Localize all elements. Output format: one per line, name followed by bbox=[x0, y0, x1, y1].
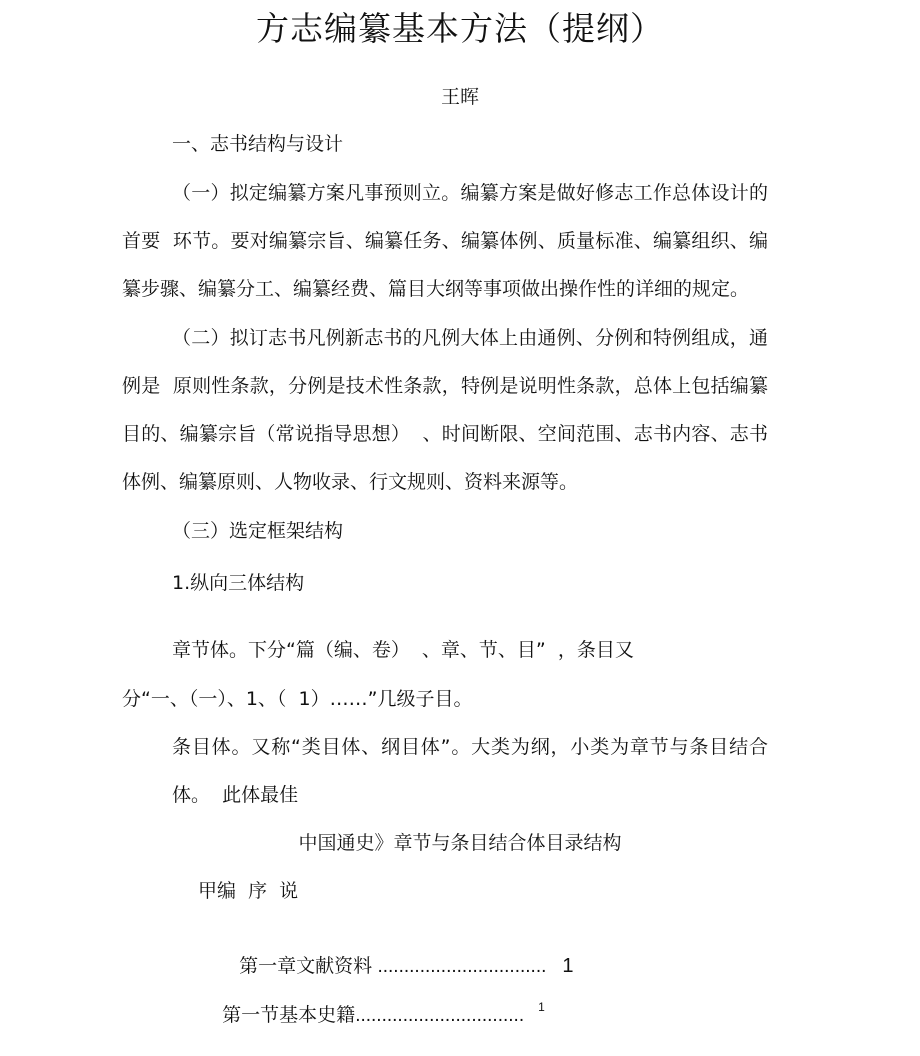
toc-page-number: 1 bbox=[538, 1000, 545, 1014]
paragraph-line: 分“一、（一）、1、（ 1）……”几级子目。 bbox=[122, 688, 473, 710]
paragraph-line: 例是 原则性条款，分例是技术性条款，特例是说明性条款，总体上包括编纂 bbox=[122, 375, 768, 397]
toc-leader-dots: ................................ bbox=[355, 1005, 525, 1026]
toc-caption: 中国通史》章节与条目结合体目录结构 bbox=[298, 832, 622, 854]
toc-entry-label: 第一章文献资料 bbox=[239, 955, 373, 977]
toc-part-heading: 甲编 序 说 bbox=[198, 880, 299, 902]
document-title: 方志编纂基本方法（提纲） bbox=[256, 9, 664, 48]
paragraph-line: 体例、编纂原则、人物收录、行文规则、资料来源等。 bbox=[122, 471, 579, 493]
paragraph-line: 章节体。下分“篇（编、卷） 、章、节、目” ，条目又 bbox=[172, 639, 634, 661]
numbered-heading: 1.纵向三体结构 bbox=[172, 572, 305, 594]
paragraph-line: 首要 环节。要对编纂宗旨、编纂任务、编纂体例、质量标准、编纂组织、编 bbox=[122, 230, 768, 252]
section-heading: 一、志书结构与设计 bbox=[172, 133, 344, 155]
paragraph-line: （一）拟定编纂方案凡事预则立。编纂方案是做好修志工作总体设计的 bbox=[172, 182, 768, 204]
toc-leader-dots: ................................ bbox=[372, 956, 547, 977]
paragraph-line: （二）拟订志书凡例新志书的凡例大体上由通例、分例和特例组成，通 bbox=[172, 327, 768, 349]
toc-entry-label: 第一节基本史籍 bbox=[222, 1004, 356, 1026]
subsection-heading: （三）选定框架结构 bbox=[172, 520, 344, 542]
author: 王晖 bbox=[440, 86, 479, 108]
paragraph-line: 纂步骤、编纂分工、编纂经费、篇目大纲等事项做出操作性的详细的规定。 bbox=[122, 278, 750, 300]
paragraph-line: 目的、编纂宗旨（常说指导思想） 、时间断限、空间范围、志书内容、志书 bbox=[122, 423, 768, 445]
toc-entry bbox=[198, 976, 545, 1056]
toc-page-number: 1 bbox=[562, 955, 574, 977]
paragraph-line: 体。 此体最佳 bbox=[172, 784, 299, 806]
paragraph-line: 条目体。又称“类目体、纲目体”。大类为纲，小类为章节与条目结合 bbox=[172, 736, 768, 758]
